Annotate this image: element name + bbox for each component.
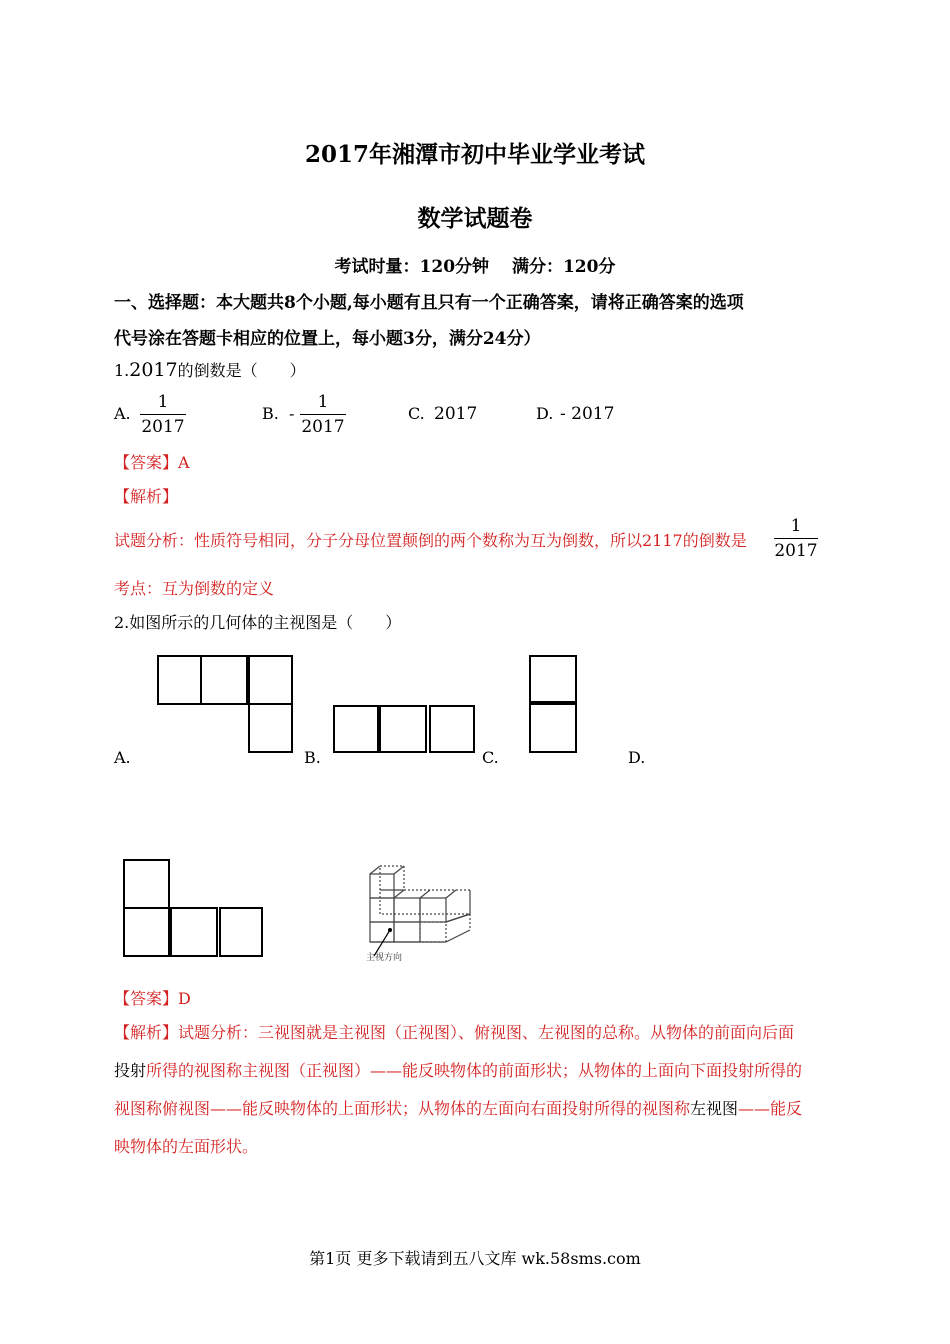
q2-explanation-line3 [114, 1096, 802, 1119]
square-shape [249, 656, 292, 704]
square-shape [124, 860, 169, 908]
q1-stem-text: 的倒数是（ ） [177, 361, 306, 380]
q1-exp-numerator: 1 [790, 516, 802, 536]
exam-title: 2017年湘潭市初中毕业学业考试 [304, 141, 645, 168]
q1-option-c-value: 2017 [434, 404, 478, 424]
fraction-bar [774, 538, 818, 539]
q2-exp-line1-text: 试题分析：三视图就是主视图（正视图）、俯视图、左视图的总称。从物体的前面向后面 [178, 1023, 795, 1042]
square-shape [158, 656, 201, 704]
q1-option-c-label: C. [408, 404, 425, 423]
fraction-bar [140, 414, 186, 415]
q1-option-a-fraction [140, 392, 186, 437]
q1-option-b-label: B. [262, 404, 279, 423]
q1-option-d-value: - 2017 [560, 404, 615, 424]
q2-exp-line2-black: 投射 [114, 1061, 147, 1080]
q1-option-d-label: D. [536, 404, 554, 423]
exam-info: 考试时量：120分钟 满分：120分 [334, 257, 616, 277]
square-shape [380, 706, 426, 752]
q1-option-a-label: A. [114, 404, 131, 423]
q1-analysis-label: 【解析】 [114, 487, 179, 506]
q1-explanation-fraction [774, 516, 818, 561]
q1-option-b-denominator: 2017 [301, 417, 345, 437]
q2-analysis-label: 【解析】 [114, 1023, 179, 1042]
q2-option-c-figure [524, 650, 584, 758]
q2-figure-caption: 主视方向 [366, 953, 403, 963]
q2-explanation-line2 [114, 1058, 802, 1081]
q2-option-d-label: D. [628, 748, 646, 767]
section-heading-line2: 代号涂在答题卡相应的位置上，每小题3分，满分24分） [114, 329, 541, 349]
square-shape [249, 704, 292, 752]
square-shape [530, 704, 576, 752]
q1-option-b-sign: - [289, 404, 295, 423]
q2-exp-line3-black: 左视图 [690, 1099, 739, 1118]
q2-answer: 【答案】D [114, 989, 191, 1008]
q2-option-b-label: B. [304, 748, 321, 767]
q2-explanation-line4: 映物体的左面形状。 [114, 1137, 259, 1156]
section-heading-line1: 一、选择题：本大题共8个小题,每小题有且只有一个正确答案，请将正确答案的选项 [114, 293, 744, 313]
square-shape [124, 908, 169, 956]
page-footer: 第1页 更多下载请到五八文库 wk.58sms.com [309, 1249, 641, 1268]
square-shape [430, 706, 474, 752]
q1-stem [114, 358, 306, 381]
q1-number: 2017 [129, 359, 178, 381]
q1-exp-denominator: 2017 [774, 541, 818, 561]
q2-option-a-figure [150, 650, 300, 760]
q2-exp-line3-tail: ——能反 [738, 1099, 803, 1118]
q2-option-a-label: A. [114, 748, 131, 767]
q1-option-b-fraction [300, 392, 346, 437]
square-shape [334, 706, 378, 752]
q2-explanation-line1 [114, 1020, 794, 1043]
square-shape [201, 656, 247, 704]
q2-option-b-figure [328, 700, 480, 760]
q1-option-b-numerator: 1 [317, 392, 329, 412]
q1-option-a-numerator: 1 [157, 392, 169, 412]
paper-subtitle: 数学试题卷 [417, 205, 533, 232]
q2-exp-line2-red: 所得的视图称主视图（正视图）——能反映物体的前面形状；从物体的上面向下面投射所得的 [146, 1061, 803, 1080]
q2-stem: 2.如图所示的几何体的主视图是（ ） [114, 613, 402, 632]
fraction-bar [300, 414, 346, 415]
q1-explanation: 试题分析：性质符号相同，分子分母位置颠倒的两个数称为互为倒数，所以2117的倒数是 [114, 531, 747, 550]
q2-option-d-figure [116, 854, 270, 964]
q1-prefix: 1. [114, 361, 130, 380]
square-shape [171, 908, 217, 956]
square-shape [220, 908, 262, 956]
q1-answer: 【答案】A [114, 453, 190, 472]
q2-option-c-label: C. [482, 748, 499, 767]
q1-point: 考点：互为倒数的定义 [114, 579, 275, 598]
square-shape [530, 656, 576, 702]
q1-option-a-denominator: 2017 [141, 417, 185, 437]
q2-exp-line3-red: 视图称俯视图——能反映物体的上面形状；从物体的左面向右面投射所得的视图称 [114, 1099, 691, 1118]
